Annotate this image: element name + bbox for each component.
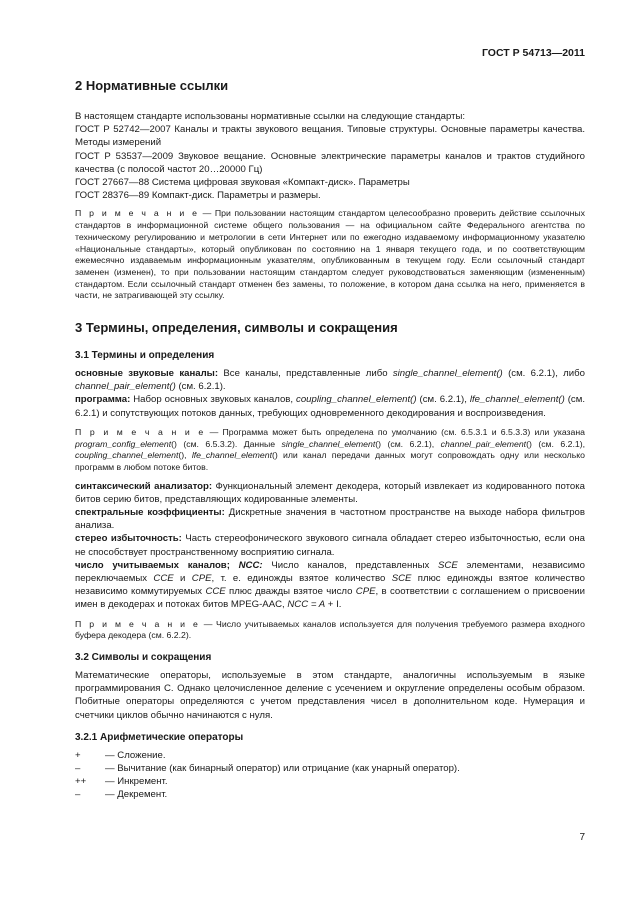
subsection-3-1: 3.1 Термины и определения — [75, 350, 215, 361]
page-number: 7 — [579, 832, 585, 843]
ref-item: ГОСТ 28376—89 Компакт-диск. Параметры и размеры. — [75, 190, 321, 202]
section-3-title: 3 Термины, определения, символы и сокращения — [75, 320, 398, 335]
paragraph: Математические операторы, используемые в этом стандарте, аналогичны используемым в языке программирования С. Однако целочисленное деление с усечением и округление определены особым образом. Побитные операторы определяются с учетом представления чисел в дополнительном коде. Нумерация и счетчики циклов обычно начинаются с нуля. — [75, 670, 585, 721]
ref-item: ГОСТ Р 52742—2007 Каналы и тракты звукового вещания. Типовые структуры. Основные параметры качества. Методы измерений — [75, 124, 585, 149]
intro-text: В настоящем стандарте использованы нормативные ссылки на следующие стандарты: — [75, 111, 466, 122]
subsection-3-2-1: 3.2.1 Арифметические операторы — [75, 731, 244, 743]
note: П р и м е ч а н и е — Число учитываемых каналов используется для получения требуемого размера входного буфера декодера (см. 6.2.2). — [75, 618, 585, 641]
term-definition: стерео избыточность: Часть стереофонического звукового сигнала обладает стерео избыточностью, если она не способствует пространственному восприятию сигнала. — [75, 533, 585, 558]
section-2-title: 2 Нормативные ссылки — [75, 78, 229, 93]
subsection-3-2: 3.2 Символы и сокращения — [75, 652, 212, 664]
operator-item: ++ — Инкремент. — [75, 776, 168, 788]
term-definition: синтаксический анализатор: Функциональный элемент декодера, который извлекает из кодированного потока битов серию битов, представляющих кодированные элементы. — [75, 480, 585, 505]
document-header: ГОСТ Р 54713—2011 — [481, 47, 585, 59]
section-3-body — [75, 350, 585, 802]
operator-list — [75, 749, 585, 802]
term-definition: основные звуковые каналы: Все каналы, представленные либо single_channel_element() (см. 6.2.1), либо channel_pair_element() (см. 6.2.1). — [75, 368, 585, 393]
term-definition: программа: Набор основных звуковых каналов, coupling_channel_element() (см. 6.2.1), lfe_channel_element() (см. 6.2.1) и сопутствующих потоков данных, требующих одновременного декодирования и воспроизведения. — [75, 394, 585, 419]
operator-item: – — Вычитание (как бинарный оператор) или отрицание (как унарный оператор). — [75, 763, 460, 775]
operator-item: + — Сложение. — [75, 749, 166, 761]
term-definition: число учитываемых каналов; NCC: Число каналов, представленных SCE элементами, независимо переключаемых CCE и CPE, т. е. единожды взятое количество SCE плюс единожды взятое количество независимо коммутируемых CCE плюс дважды взятое число CPE, в соответствии с соглашением о присвоении имен в декодерах и потоках битов MPEG-AAC, NCC = A + I. — [75, 559, 586, 611]
term-definition: спектральные коэффициенты: Дискретные значения в частотном пространстве на выходе набора фильтров анализа. — [75, 507, 585, 532]
note: П р и м е ч а н и е — При пользовании настоящим стандартом целесообразно проверить действие ссылочных стандартов в информационной системе общего пользования — на официальном сайте Федерального агентства по техническому регулированию и метрологии в сети Интернет или по ежегодно издаваемому информационному указателю «Национальные стандарты», который опубликован по состоянию на 1 января текущего года, и по соответствующим ежемесячно издаваемым информационным указателям, опубликованным в текущем году. Если ссылочный стандарт заменен (изменен), то при пользовании настоящим стандартом следует руководствоваться заменяющим (измененным) стандартом. Если ссылочный стандарт отменен без замены, то положение, в котором дана ссылка на него, применяется в части, не затрагивающей эту ссылку. — [75, 208, 585, 301]
operator-item: – — Декремент. — [75, 789, 168, 801]
note: П р и м е ч а н и е — Программа может быть определена по умолчанию (см. 6.5.3.1 и 6.5.3.3) или указана program_config_element() (см. 6.5.3.2). Данные single_channel_element() (см. 6.2.1), channel_pair_element() (см. 6.2.1), coupling_channel_element(), lfe_channel_element() или канал передачи данных могут сопровождать одну или несколько программ в любом потоке битов. — [75, 426, 586, 472]
ref-item: ГОСТ 27667—88 Система цифровая звуковая «Компакт-диск». Параметры — [75, 177, 410, 189]
ref-item: ГОСТ Р 53537—2009 Звуковое вещание. Основные электрические параметры каналов и трактов студийного качества (с полосой частот 20…20000 Гц) — [75, 150, 585, 175]
section-2-body — [75, 110, 585, 302]
